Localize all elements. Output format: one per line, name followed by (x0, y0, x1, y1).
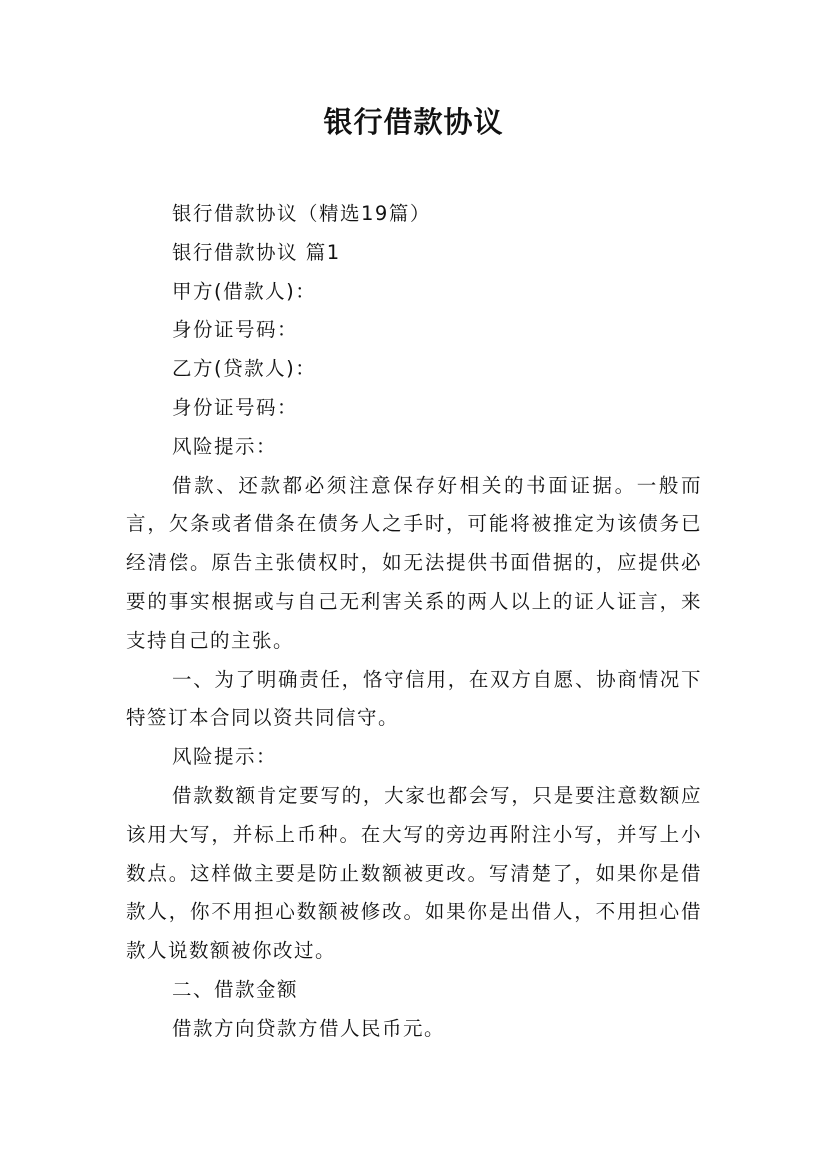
paragraph-party-b: 乙方(贷款人)： (172, 357, 317, 381)
paragraph-party-a-id: 身份证号码： (172, 318, 299, 342)
paragraph-clause-one: 一、为了明确责任，恪守信用，在双方自愿、协商情况下特签订本合同以资共同信守。 (126, 667, 702, 730)
paragraph-section-heading: 银行借款协议 篇1 (172, 240, 341, 264)
paragraph-risk-amount: 借款数额肯定要写的，大家也都会写，只是要注意数额应该用大写，并标上币种。在大写的旁边再附注小写，并写上小数点。这样做主要是防止数额被更改。写清楚了，如果你是借款人，你不用担心数额被修改。如果你是出借人，不用担心借款人说数额被你改过。 (126, 783, 702, 963)
paragraph-loan-amount: 借款方向贷款方借人民币元。 (172, 1016, 446, 1040)
paragraph-party-b-id: 身份证号码： (172, 395, 299, 419)
paragraph-risk-label: 风险提示： (172, 434, 278, 458)
paragraph-subtitle: 银行借款协议（精选19篇） (172, 202, 431, 225)
paragraph-risk-label: 风险提示： (172, 745, 278, 769)
document-title: 银行借款协议 (323, 105, 504, 139)
paragraph-party-a: 甲方(借款人)： (172, 279, 317, 303)
paragraph-clause-two: 二、借款金额 (172, 977, 299, 1001)
document-body (126, 195, 702, 1049)
paragraph-risk-evidence: 借款、还款都必须注意保存好相关的书面证据。一般而言，欠条或者借条在债务人之手时，可能将被推定为该债务已经清偿。原告主张债权时，如无法提供书面借据的，应提供必要的事实根据或与自己无利害关系的两人以上的证人证言，来支持自己的主张。 (126, 473, 702, 652)
